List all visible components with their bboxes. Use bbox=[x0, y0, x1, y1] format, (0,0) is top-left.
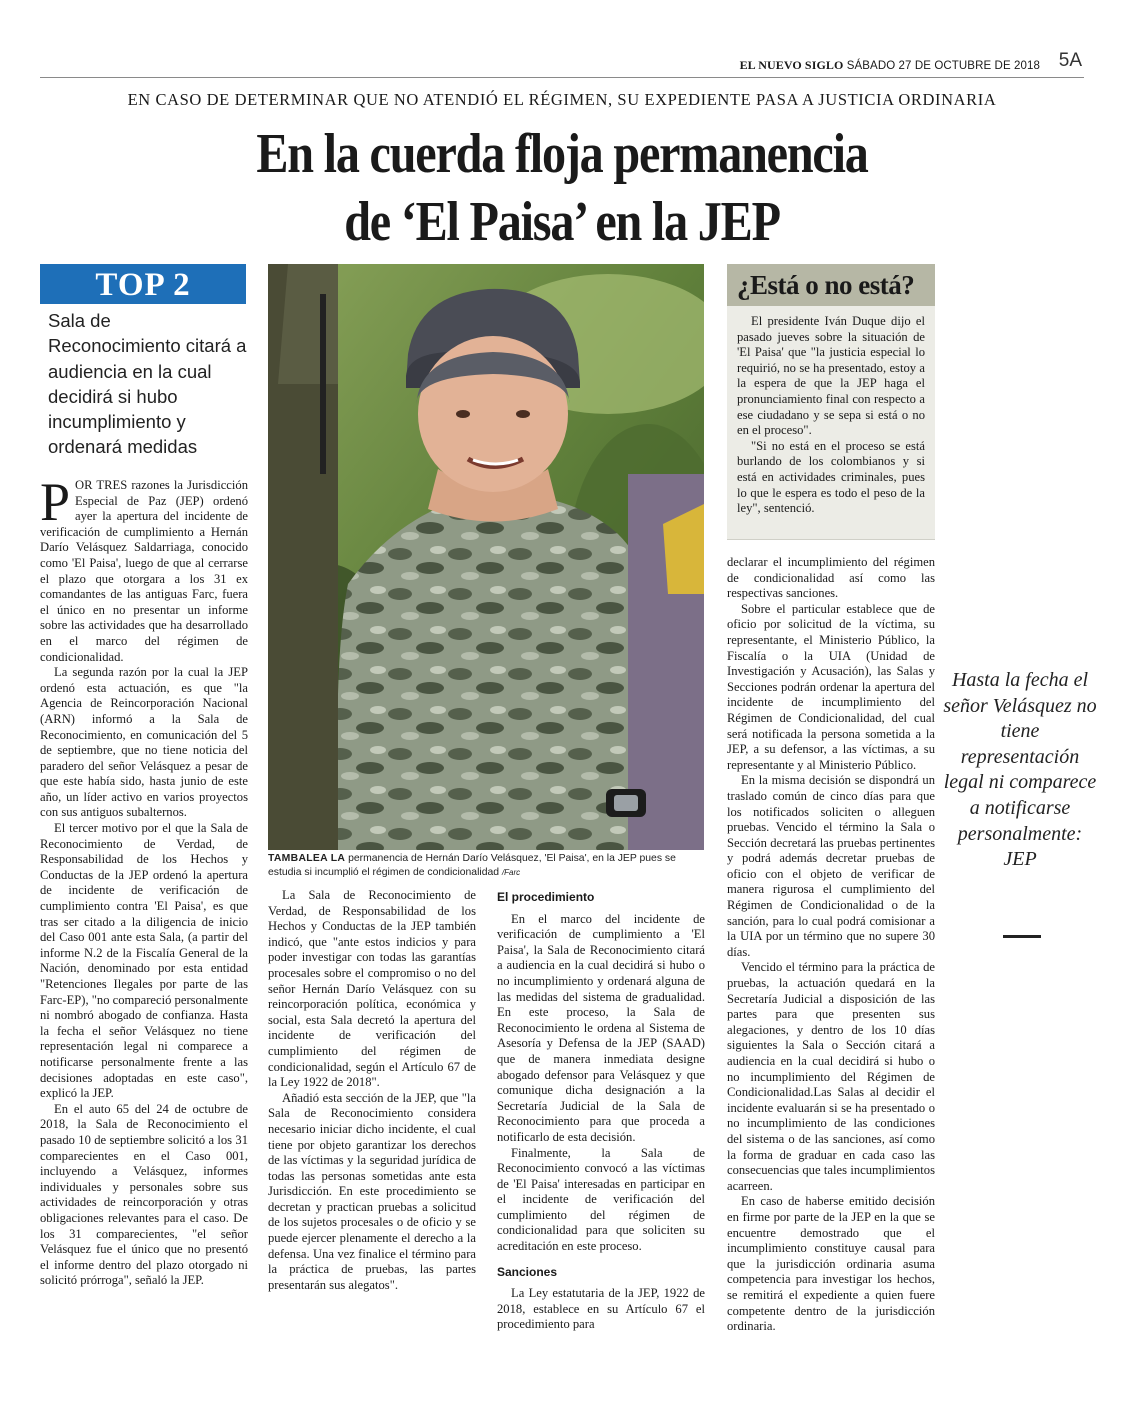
paragraph: El tercer motivo por el que la Sala de Reconocimiento de Verdad, de Responsabilidad de los Hechos y Conductas de la JEP ordenó la apertura de incidente de verificación de cumplimiento contra 'El Paisa', es que tras ser citado a la diligencia de inicio del Caso 001 ante esta Sala, (a partir del informe N.2 de la Fiscalía General de la Nación, denominado por esta entidad "Retenciones Ilegales por parte de las Farc-EP), "no compareció personalmente ni nombró abogado de confianza. Hasta la fecha el señor Velásquez no tiene representación legal ni comparece a notificarse personalmente frente a las decisiones adoptadas en este caso", explicó la JEP. bbox=[40, 821, 248, 1101]
paragraph: En el auto 65 del 24 de octubre de 2018, la Sala de Reconocimiento el pasado 10 de septiembre solicitó a los 31 comparecientes en el Caso 001, incluyendo a Velásquez, informes individuales y personales sobre sus actividades de reincorporación y otras obligaciones relevantes para el caso. De los 31 comparecientes, "el señor Velásquez fue el único que no presentó el informe dentro del plazo otorgado ni solicitó prórroga", señaló la JEP. bbox=[40, 1101, 248, 1288]
deck-summary: Sala de Reconocimiento citará a audiencia en la cual decidirá si hubo incumplimiento y ordenará medidas bbox=[48, 310, 247, 458]
paragraph: La Ley estatutaria de la JEP, 1922 de 2018, establece en su Artículo 67 el procedimiento para bbox=[497, 1286, 705, 1332]
paragraph: Finalmente, la Sala de Reconocimiento convocó a las víctimas de 'El Paisa' interesadas en participar en el incidente de verificación del cumplimiento del régimen de condicionalidad para que soliciten su acreditación en este proceso. bbox=[497, 1145, 705, 1254]
paragraph-text: OR TRES razones la Jurisdicción Especial de Paz (JEP) ordenó ayer la apertura del incidente de verificación de cumplimiento a Hernán Darío Velásquez Saldarriaga, conocido como 'El Paisa', luego de que al cerrarse el plazo que otorgara a los 31 ex comandantes de las antiguas Farc, fuera el único en no presentar un informe sobre las actividades que ha desarrollado en el marco del régimen de condicionalidad. bbox=[40, 478, 248, 664]
column-1 bbox=[40, 472, 248, 1289]
paragraph: Vencido el término para la práctica de pruebas, la actuación quedará en la Secretaría Judicial a disposición de las partes para que presenten sus alegaciones, y dentro de los 10 días siguientes la Sala o Sección citará a audiencia en la cual decidirá si hubo o no incumplimiento del Régimen de Condicionalidad.Las Salas al decidir el incidente evaluarán si se ha presentado o no incumplimiento de las condiciones del sistema o de las sanciones, así como la forma de graduar en cada caso las consecuencias que tales incumplimientos acarreen. bbox=[727, 960, 935, 1193]
top-badge: TOP 2 bbox=[40, 264, 246, 304]
column-4 bbox=[727, 555, 935, 1335]
paragraph: En el marco del incidente de verificación de cumplimiento a 'El Paisa', la Sala de Reconocimiento citará a audiencia en la cual decidirá si hubo o no incumplimiento y ordenará alguna de las medidas del sistema de gradualidad. En este proceso, la Sala de Reconocimiento le ordena al Sistema de Asesoría y Defensa de la JEP (SAAD) que de manera inmediata designe abogado defensor para Velásquez y que comunique dicha designación a la Secretaría Judicial de la Sala de Reconocimiento para que proceda a notificarlo de esta decisión. bbox=[497, 911, 705, 1144]
sidebar-title: ¿Está o no está? bbox=[727, 264, 935, 306]
page-header bbox=[40, 46, 1084, 78]
issue-date: SÁBADO 27 DE OCTUBRE DE 2018 bbox=[846, 60, 1040, 72]
photo-credit: /Farc bbox=[501, 867, 521, 877]
subheading-sanciones: Sanciones bbox=[497, 1264, 558, 1279]
sidebar-box bbox=[727, 264, 935, 540]
masthead bbox=[740, 58, 1040, 73]
paragraph: En la misma decisión se dispondrá un traslado común de cinco días para que los notificados soliciten o alleguen pruebas. Vencido el término la Sala o Sección decretará las pruebas pertinentes y podrá además decretar pruebas de oficio con el objeto de verificar de manera rigurosa el cumplimiento del Régimen de Condicionalidad o de la sanción, para lo cual podrá comisionar a la UIA por un término que no supere 30 días. bbox=[727, 773, 935, 959]
caption-lead: TAMBALEA LA bbox=[268, 853, 346, 864]
paragraph: Sobre el particular establece que de oficio por solicitud de la víctima, su representante, el Ministerio Público, la Fiscalía o la UIA (Unidad de Investigación y Acusación), las Salas y Secciones podrán ordenar la apertura del incidente de incumplimiento del Régimen de Condicionalidad, del cual será notificada la persona sometida a la JEP, a su defensor, a las víctimas, a su representante y al Ministerio Público. bbox=[727, 601, 935, 772]
paragraph: La Sala de Reconocimiento de Verdad, de Responsabilidad de los Hechos y Conductas de la JEP también indicó, que "ante estos indicios y para poder investigar con todas las garantías procesales sobre el compromiso o no del señor Hernán Darío Velásquez con su reincorporación política, económica y social, esta Sala decretó la apertura del incidente de verificación del cumplimiento del régimen de condicionalidad, según el Artículo 67 de la Ley 1922 de 2018". bbox=[268, 888, 476, 1090]
paragraph: La segunda razón por la cual la JEP ordenó esta actuación, es que "la Agencia de Reincorporación Nacional (ARN) informó a la Sala de Reconocimiento, en comunicación del 5 de septiembre, que no tiene noticia del paradero del señor Velásquez a pesar de que este había sido, hasta junio de este año, un líder activo en varios proyectos con sus antiguos subalternos. bbox=[40, 665, 248, 820]
subheading-procedimiento: El procedimiento bbox=[497, 890, 595, 904]
headline-line-2: de ‘El Paisa’ en la JEP bbox=[344, 191, 780, 253]
paragraph: En caso de haberse emitido decisión en firme por parte de la JEP en la que se encuentre demostrado que el incumplimiento constituye causal para que la jurisdicción ordinaria asuma competencia para investigar los hechos, se remitirá el expediente a quien fuere competente dentro de la jurisdicción ordinaria. bbox=[727, 1194, 935, 1334]
paragraph: declarar el incumplimiento del régimen de condicionalidad así como las respectivas sanciones. bbox=[727, 555, 935, 601]
headline-line-1: En la cuerda floja permanencia bbox=[256, 123, 868, 185]
paragraph: Añadió esta sección de la JEP, que "la Sala de Reconocimiento considera necesario iniciar dicho incidente, el cual tiene por objeto garantizar los derechos de las víctimas y la seguridad jurídica de todas las personas sometidas ante esta Jurisdicción. En este procedimiento se decretan y practican pruebas a solicitud de los sujetos procesales o de oficio y se puede ejercer plenamente el derecho a la defensa. Una vez finalice el término para la práctica de pruebas, las partes presentarán sus alegatos". bbox=[268, 1090, 476, 1292]
sidebar-paragraph: "Si no está en el proceso se está burlando de los colombianos y si está en actividades criminales, pues lo que le espera es todo el peso de la ley", sentenció. bbox=[737, 438, 925, 516]
paragraph bbox=[40, 472, 248, 665]
photo-illustration bbox=[268, 264, 704, 850]
pull-quote: Hasta la fecha el señor Velásquez no tiene representación legal ni comparece a notificarse personalmente: JEP bbox=[943, 669, 1097, 871]
caption-text: permanencia de Hernán Darío Velásquez, 'El Paisa', en la JEP pues se estudia si incumplió el régimen de condicionalidad bbox=[268, 853, 676, 878]
page-number: 5A bbox=[1058, 50, 1082, 71]
paper-name: EL NUEVO SIGLO bbox=[739, 58, 844, 72]
sidebar-paragraph: El presidente Iván Duque dijo el pasado jueves sobre la situación de 'El Paisa' que "la justicia especial lo requirió, no se ha presentado, estoy a la espera de que la JEP haga el pronunciamiento final con respecto a ese ciudadano y se sepa si está o no en el proceso". bbox=[737, 314, 925, 438]
main-photo bbox=[268, 264, 704, 850]
pull-quote-rule bbox=[1003, 935, 1041, 938]
kicker: EN CASO DE DETERMINAR QUE NO ATENDIÓ EL RÉGIMEN, SU EXPEDIENTE PASA A JUSTICIA ORDINARIA bbox=[127, 90, 997, 109]
drop-cap: P bbox=[40, 472, 71, 532]
column-3 bbox=[497, 888, 705, 1333]
column-2 bbox=[268, 888, 476, 1293]
photo-caption bbox=[268, 852, 704, 879]
headline bbox=[79, 120, 1046, 256]
sidebar-body bbox=[727, 306, 935, 517]
